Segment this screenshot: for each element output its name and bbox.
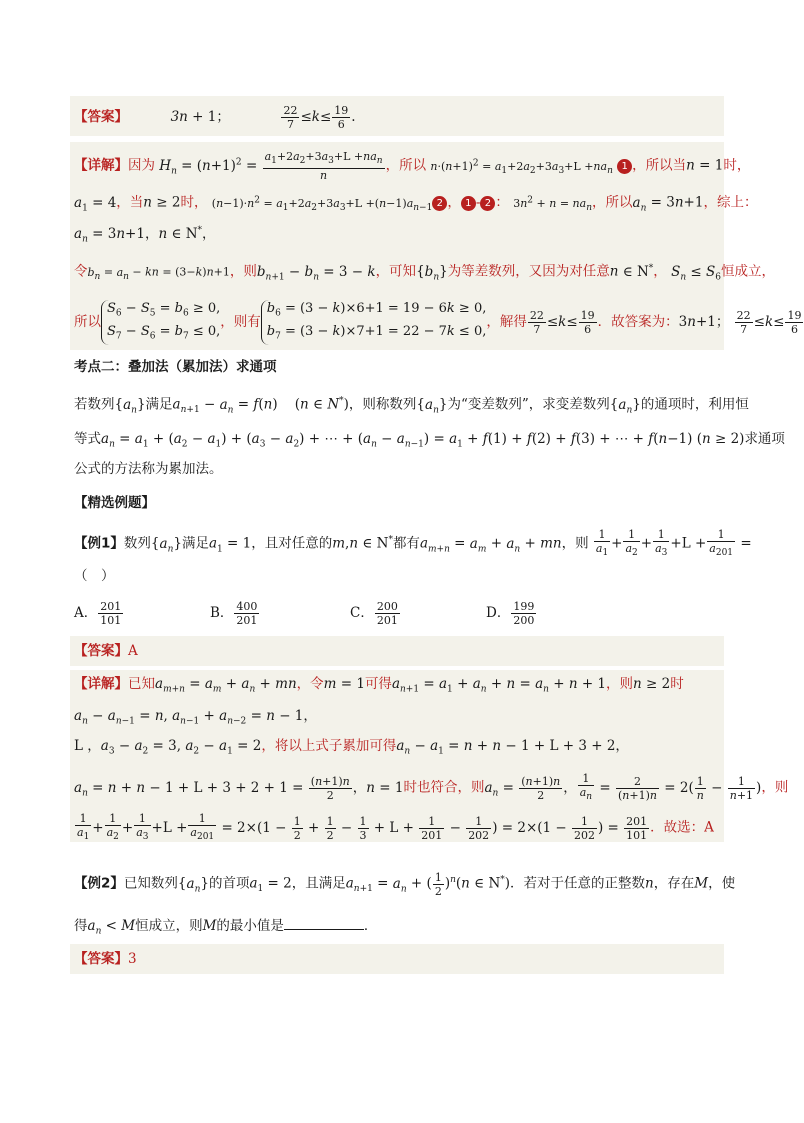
option-num: 200 xyxy=(376,600,398,613)
option-c[interactable] xyxy=(350,600,401,627)
text: ，则 xyxy=(561,535,589,552)
answer-tag: 【答案】 xyxy=(74,109,128,125)
example-1-line: 【例1】数列$\{a_n\}$满足$a_1 = 1$，且对任意的m,n ∈ N*都有$a_{m+n} = a_m + a_n$ + mn，则 $\frac{1}{a_1}$ + $\frac{1}{a_2}$ + $\frac{1}{a_3}$ +L + $\frac{1}{a_{201}}$ = xyxy=(74,528,752,559)
text: ，则称数列 xyxy=(348,396,417,413)
option-den: 201 xyxy=(236,614,258,627)
answer-blank[interactable] xyxy=(284,929,364,930)
detail2-line-3: L ，$a_3 - a_2 = 3$, $a_2 - a_1 = 2$，将以上式子累加可得$a_n - a_1 = n + n - 1 + L + 3 + 2$， xyxy=(74,738,629,757)
text: ，则 xyxy=(229,263,257,280)
text: 的最小值是 xyxy=(216,918,284,934)
text: 为等差数列，又因为对任意 xyxy=(447,263,610,280)
option-den: 101 xyxy=(100,614,122,627)
text: 满足 xyxy=(145,396,173,413)
answer-line-3 xyxy=(74,949,137,969)
circle-2-icon: 2 xyxy=(480,196,495,211)
answer-box-3 xyxy=(70,944,724,974)
text: 已知数列 xyxy=(123,875,178,892)
text: 的首项 xyxy=(208,875,250,892)
text: ，令 xyxy=(296,676,324,692)
text: ．故答案为： xyxy=(597,314,679,331)
detail-tag: 【详解】 xyxy=(74,676,128,692)
text: 都有 xyxy=(392,535,420,552)
text: 得 xyxy=(74,918,88,934)
text: 时 xyxy=(670,676,684,692)
option-letter: D． xyxy=(486,605,511,621)
option-den: 201 xyxy=(376,614,398,627)
example-1-paren: （ ） xyxy=(74,568,115,584)
text: 已知 xyxy=(128,676,155,692)
text: ，解得 xyxy=(486,314,527,331)
answer-value: 3 xyxy=(128,951,137,967)
text: 数列 xyxy=(123,535,151,552)
text: 求通项 xyxy=(744,431,785,447)
section-paragraph-line-1: 若数列$\{a_n\}$满足$a_{n+1} - a_n = f(n)$ (n ∈ N*)，则称数列$\{a_n\}$为“变差数列”，求变差数列$\{a_n\}$的通项时，利用恒 xyxy=(74,396,749,416)
text: ，所以 xyxy=(385,157,427,174)
example-1-options xyxy=(74,600,634,630)
circle-1-icon: 1 xyxy=(617,159,632,174)
answer-tag: 【答案】 xyxy=(74,643,128,659)
text: 满足 xyxy=(181,535,209,552)
text: 的通项时，利用恒 xyxy=(640,396,749,413)
detail-line-3: $a_n = 3n+1$，n ∈ N*， xyxy=(74,225,216,245)
option-a[interactable] xyxy=(74,600,124,627)
text: ，存在 xyxy=(653,875,695,892)
text: ，所以当 xyxy=(632,157,687,174)
text: ．故选：A xyxy=(650,819,714,836)
examples-heading: 【精选例题】 xyxy=(74,495,155,511)
text: ，且对任意的 xyxy=(251,535,333,552)
option-d[interactable] xyxy=(486,600,537,627)
text: ，则 xyxy=(606,676,634,692)
example-tag: 【例2】 xyxy=(74,875,124,892)
detail-line-5: 所以$S_6 - S_5 = b_6 \ge 0$, $S_7 - S_6 = b_7 \le 0$,，则有$b_6 = (3 - k)\times 6+1 = 19 - 6k \ge 0$, $b_7 = (3 - k)\times 7+1 = 22 - 7k \le 0$,，解得 $\frac{22}{7}$ ≤k≤ $\frac{19}{6}$ ．故答案为：3n+1； $\frac{22}{7}$ ≤k≤ $\frac{19}{6}$ xyxy=(74,300,804,345)
text: 可得 xyxy=(364,676,392,692)
circle-2-icon: 2 xyxy=(432,196,447,211)
detail-line-2: $a_1 = 4$，当n ≥ 2时， $(n-1)\cdot n^2 = a_1+2a_2+3a_3+L +(n-1)a_{n-1}$ 2 ， 1 - 2 ： $3n^2 + n = na_n$，所以$a_n = 3n+1$，综上： xyxy=(74,194,758,214)
text: 因为 xyxy=(128,157,155,174)
text: 恒成立， xyxy=(721,263,776,280)
text: ，可知 xyxy=(375,263,417,280)
detail2-line-1: 【详解】已知$a_{m+n} = a_m + a_n$ + mn，令m = 1可得$a_{n+1} = a_1 + a_n + n = a_n + n + 1$，则n ≥ 2时 xyxy=(74,676,684,695)
text: ，则 xyxy=(761,779,789,796)
section-paragraph-line-3: 公式的方法称为累加法。 xyxy=(74,461,223,477)
example-tag: 【例1】 xyxy=(74,535,124,552)
answer-value: A xyxy=(128,643,138,659)
option-num: 201 xyxy=(100,600,122,613)
option-letter: C． xyxy=(350,605,374,621)
text: 若数列 xyxy=(74,396,115,413)
text: ， xyxy=(447,194,461,211)
option-letter: A． xyxy=(74,605,98,621)
detail2-line-4: $a_n = n + n - 1 + L + 3 + 2 + 1$ = $\frac{(n+1)n}{2}$ ，n = 1时也符合，则$a_n$ = $\frac{(n+1)n}{2}$ ， $\frac{1}{a_n}$ = $\frac{2}{(n+1)n}$ = 2( $\frac{1}{n}$ − $\frac{1}{n+1}$ )，则 xyxy=(74,772,789,803)
answer-line-1 xyxy=(74,104,356,131)
text: ， xyxy=(653,263,667,280)
option-b[interactable] xyxy=(210,600,260,627)
detail-line-1: 【详解】因为 $H_n = (n+1)^2$ = $\frac{a_1+2a_2+3a_3+L +na_n}{n}$ ，所以 $n\cdot(n+1)^2 = a_1+2a_2+3a_3+L +na_n$ 1 ，所以当n = 1时， xyxy=(74,150,751,183)
text: 时， xyxy=(180,194,208,211)
text: ．若对于任意的正整数 xyxy=(510,875,646,892)
section-paragraph-line-2: 等式$a_n = a_1 + (a_2 - a_1) + (a_3 - a_2)$ + ⋯ + $(a_n - a_{n-1}) = a_1 + f(1) + f(2) + f(3)$ + ⋯ + f(n−1) (n ≥ 2)求通项 xyxy=(74,431,785,450)
example-2-line-1: 【例2】已知数列$\{a_n\}$的首项$a_1 = 2$，且满足$a_{n+1} = a_n$ + ( $\frac{1}{2}$ )$^n$(n ∈ N*)．若对于任意的正整数n，存在M，使 xyxy=(74,870,736,898)
detail-line-4: 令$b_n = a_n$ − kn = (3−k)n+1，则$b_{n+1} - b_n = 3 - k$，可知$\{b_n\}$为等差数列，又因为对任意n ∈ N*， $S_n \le S_6$恒成立， xyxy=(74,263,776,283)
text: 等式 xyxy=(74,431,101,447)
option-num: 400 xyxy=(236,600,258,613)
text: ，使 xyxy=(708,875,736,892)
option-letter: B． xyxy=(210,605,234,621)
answer-line-2 xyxy=(74,641,138,661)
detail2-line-2: $a_n - a_{n-1} = n$, $a_{n-1} + a_{n-2} = n - 1$， xyxy=(74,708,317,727)
circle-1-icon: 1 xyxy=(461,196,476,211)
formula: $n\cdot(n+1)^2 = a_1+2a_2+3a_3+L +na_n$ xyxy=(430,157,613,176)
text: 令 xyxy=(74,263,88,280)
answer-box-2 xyxy=(70,636,724,666)
text: ，综上： xyxy=(703,194,758,211)
answer-value-a: 3n + 1； xyxy=(170,109,230,125)
text: 所以 xyxy=(74,314,101,331)
text: 为“变差数列”，求变差数列 xyxy=(447,396,610,413)
text: ，所以 xyxy=(592,194,633,211)
answer-value-b: $\frac{22}{7}$ ≤k≤ $\frac{19}{6}$ . xyxy=(283,104,356,131)
text: ． xyxy=(363,918,378,934)
option-num: 199 xyxy=(513,600,535,613)
text: ，且满足 xyxy=(291,875,346,892)
text: 恒成立，则 xyxy=(135,918,203,934)
formula: $H_n = (n+1)^2$ = $\frac{a_1+2a_2+3a_3+L +na_n}{n}$ xyxy=(159,150,383,183)
detail-tag: 【详解】 xyxy=(74,157,128,174)
answer-tag: 【答案】 xyxy=(74,951,128,967)
detail2-line-5: $\frac{1}{a_1}$ + $\frac{1}{a_2}$ + $\frac{1}{a_3}$ +L + $\frac{1}{a_{201}}$ = 2×(1 − $\frac{1}{2}$ + $\frac{1}{2}$ − $\frac{1}{3}$ + L + $\frac{1}{201}$ − $\frac{1}{202}$ ) = 2×(1 − $\frac{1}{202}$ ) = $\frac{201}{101}$ ．故选：A xyxy=(77,812,714,843)
example-2-line-2: 得$a_n < M$恒成立，则M的最小值是 ． xyxy=(74,918,378,937)
section-heading: 考点二：叠加法（累加法）求通项 xyxy=(74,359,277,375)
text: 时， xyxy=(723,157,751,174)
text: ，当 xyxy=(116,194,144,211)
text: 时也符合，则 xyxy=(403,779,485,796)
text: ，将以上式子累加可得 xyxy=(261,738,397,754)
text: ，则有 xyxy=(220,314,261,331)
option-den: 200 xyxy=(513,614,535,627)
